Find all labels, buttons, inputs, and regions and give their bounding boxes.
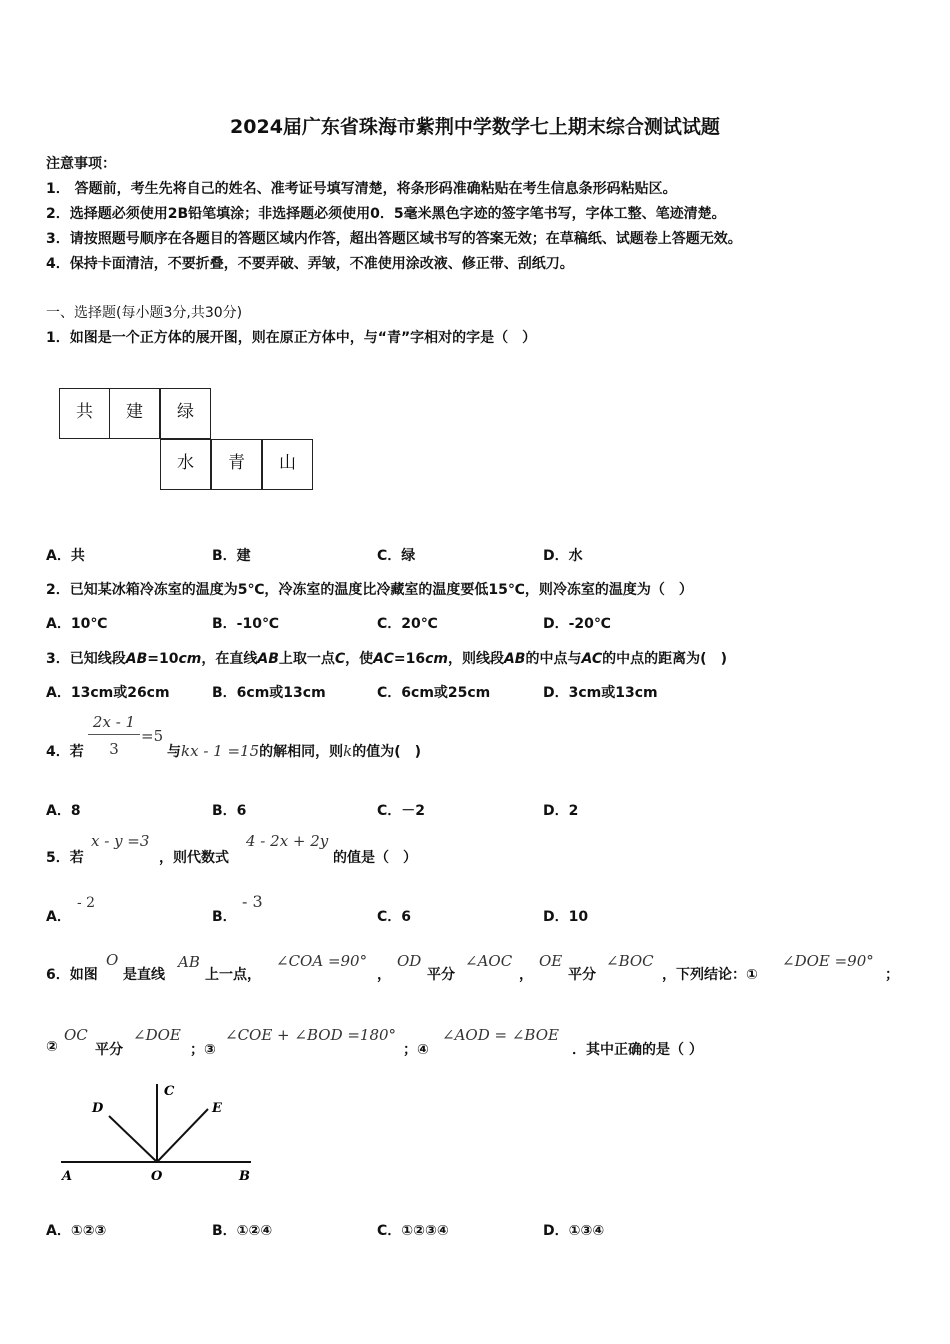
q6-ray-od: OD [397, 952, 422, 970]
q3-option-d[interactable]: D．3cm或13cm [543, 685, 658, 701]
q6-option-c[interactable]: C．①②③④ [377, 1223, 449, 1239]
q5-suffix: 的值是（ ） [333, 850, 417, 866]
q6-ray-oe: OE [539, 952, 563, 970]
ray-oe [157, 1109, 208, 1162]
q5-option-d[interactable]: D．10 [543, 909, 589, 925]
q6-angle-boc: ∠BOC [606, 952, 654, 970]
q6-r2c: ；③ [190, 1042, 216, 1058]
q6-angle-doe: ∠DOE [133, 1026, 181, 1044]
q6-l1: 6．如图 [46, 967, 98, 983]
q3-option-a[interactable]: A．13cm或26cm [46, 685, 170, 701]
q4-numerator: 2x - 1 [92, 713, 136, 731]
label-e: E [212, 1101, 222, 1116]
q4-option-d[interactable]: D．2 [543, 803, 579, 819]
q6-r2e: ．其中正确的是（ ） [572, 1042, 703, 1058]
q1-stem: 1．如图是一个正方体的展开图，则在原正方体中，与“青”字相对的字是（ ） [46, 330, 537, 346]
q6-l4: 平分 [427, 967, 455, 983]
q6-option-d[interactable]: D．①③④ [543, 1223, 605, 1239]
q6-angle-sum: ∠COE + ∠BOD =180° [225, 1026, 397, 1044]
q6-figure [55, 1078, 270, 1186]
q5-option-c[interactable]: C．6 [377, 909, 412, 925]
q5-option-a-math: - 2 [77, 895, 96, 911]
q6-angle-eq: ∠AOD = ∠BOE [442, 1026, 559, 1044]
q6-angle-coa: ∠COA =90° [276, 952, 368, 970]
notice-item: 3．请按照题号顺序在各题目的答题区域内作答，超出答题区域书写的答案无效；在草稿纸、试题卷上答题无效。 [46, 231, 742, 247]
q6-r2d: ；④ [403, 1042, 429, 1058]
q1-option-a[interactable]: A．共 [46, 548, 85, 564]
page-title: 2024届广东省珠海市紫荆中学数学七上期末综合测试试题 [230, 116, 720, 138]
net-cell: 青 [211, 439, 262, 490]
label-d: D [92, 1101, 104, 1116]
q5-option-a[interactable]: A． [46, 909, 71, 925]
q2-option-d[interactable]: D．-20℃ [543, 616, 611, 632]
q6-ray-oc: OC [64, 1026, 88, 1044]
fraction-bar [88, 734, 140, 735]
q3-option-c[interactable]: C．6cm或25cm [377, 685, 491, 701]
q5-option-b[interactable]: B． [212, 909, 237, 925]
q4-prefix: 4．若 [46, 744, 84, 760]
q4-option-b[interactable]: B．6 [212, 803, 247, 819]
q6-l6: ，下列结论：① [662, 967, 758, 983]
q2-option-c[interactable]: C．20℃ [377, 616, 438, 632]
q6-comma: ， [519, 967, 533, 983]
q2-stem: 2．已知某冰箱冷冻室的温度为5℃，冷冻室的温度比冷藏室的温度要低15℃，则冷冻室的温度为（ ） [46, 582, 693, 598]
label-b: B [239, 1169, 250, 1184]
q2-option-b[interactable]: B．-10℃ [212, 616, 279, 632]
q3-option-b[interactable]: B．6cm或13cm [212, 685, 326, 701]
q5-expression: 4 - 2x + 2y [246, 832, 329, 850]
q4-line: 与kx - 1 =15的解相同，则k的值为( ) [167, 742, 422, 760]
q5-condition: x - y =3 [91, 832, 150, 850]
net-cell: 绿 [160, 388, 211, 439]
q3-stem: 3．已知线段AB=10cm，在直线AB上取一点C，使AC=16cm，则线段AB的中点与AC的中点的距离为( ) [46, 651, 727, 667]
net-cell: 建 [109, 388, 160, 439]
q1-option-b[interactable]: B．建 [212, 548, 251, 564]
q4-rhs: =5 [141, 727, 164, 745]
q6-l3: 上一点， [205, 967, 261, 983]
label-c: C [164, 1084, 175, 1099]
q4-denominator: 3 [109, 740, 119, 758]
net-cell: 共 [59, 388, 110, 439]
ray-od [109, 1116, 157, 1162]
notice-heading: 注意事项： [46, 156, 116, 172]
notice-item: 1． 答题前，考生先将自己的姓名、准考证号填写清楚，将条形码准确粘贴在考生信息条形码粘贴区。 [46, 181, 677, 197]
q6-angle-doe90: ∠DOE =90° [782, 952, 874, 970]
section-heading: 一、选择题(每小题3分,共30分) [46, 305, 243, 321]
q6-l2: 是直线 [123, 967, 165, 983]
q6-option-a[interactable]: A．①②③ [46, 1223, 107, 1239]
q6-comma: ， [377, 967, 391, 983]
q6-l5: 平分 [568, 967, 596, 983]
q1-option-d[interactable]: D．水 [543, 548, 583, 564]
q4-option-a[interactable]: A．8 [46, 803, 81, 819]
q1-option-c[interactable]: C．绿 [377, 548, 416, 564]
label-a: A [62, 1169, 73, 1184]
q6-point-o: O [106, 951, 119, 969]
net-cell: 山 [262, 439, 313, 490]
q2-option-a[interactable]: A．10℃ [46, 616, 108, 632]
q6-line-ab: AB [178, 953, 200, 971]
q5-prefix: 5．若 [46, 850, 84, 866]
notice-item: 4．保持卡面清洁，不要折叠，不要弄破、弄皱，不准使用涂改液、修正带、刮纸刀。 [46, 256, 574, 272]
q4-fraction [88, 713, 140, 759]
label-o: O [151, 1169, 163, 1184]
q6-option-b[interactable]: B．①②④ [212, 1223, 273, 1239]
net-cell: 水 [160, 439, 211, 490]
q5-option-b-math: - 3 [242, 892, 263, 911]
q5-mid: ，则代数式 [159, 850, 229, 866]
q4-option-c[interactable]: C．－2 [377, 803, 426, 819]
q6-r2b: 平分 [95, 1042, 123, 1058]
q6-angle-aoc: ∠AOC [465, 952, 513, 970]
q6-r2a: ② [46, 1039, 58, 1055]
notice-item: 2．选择题必须使用2B铅笔填涂；非选择题必须使用0．5毫米黑色字迹的签字笔书写，字体工整、笔迹清楚。 [46, 206, 726, 222]
q6-semicolon: ； [885, 967, 899, 983]
